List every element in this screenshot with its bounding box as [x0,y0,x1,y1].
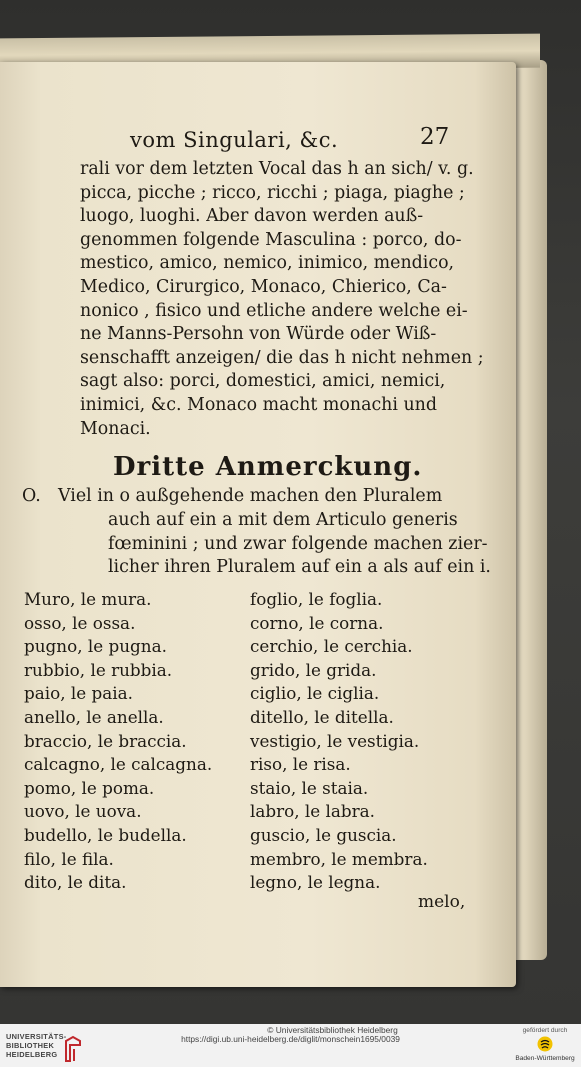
word-pair: labro, le labra. [250,801,376,822]
text-line: picca, picche ; ricco, ricchi ; piaga, piaghe ; [80,182,465,203]
word-pair: paio, le paia. [24,683,133,704]
text-line: Medico, Cirurgico, Monaco, Chierico, Ca- [80,276,447,297]
note-mark: O. [22,486,41,506]
word-pair: uovo, le uova. [24,801,142,822]
note-line: auch auf ein a mit dem Articulo generis [108,509,458,530]
text-line: luogo, luoghi. Aber davon werden auß- [80,206,424,227]
text-line: Monaci. [80,418,151,439]
copyright-text: © Universitätsbibliothek Heidelberg [267,1025,398,1035]
source-url-link[interactable]: https://digi.ub.uni-heidelberg.de/diglit/monschein1695/0039 [181,1034,400,1044]
note-line: fœminini ; und zwar folgende machen zier- [108,533,488,554]
word-pair: vestigio, le vestigia. [250,730,420,751]
word-pair: grido, le grida. [250,659,377,680]
text-line: inimici, &c. Monaco macht monachi und [80,394,438,415]
note-line: licher ihren Pluralem auf ein a als auf ein i. [108,557,491,578]
catchword: melo, [418,892,466,912]
word-pair: staio, le staia. [250,777,369,798]
word-pair: riso, le risa. [250,754,351,775]
state-badge-icon [537,1036,553,1052]
word-pair: Muro, le mura. [24,589,152,609]
word-pair: rubbio, le rubbia. [24,659,173,680]
word-pair: calcagno, le calcagna. [24,754,213,775]
logo-text-line: HEIDELBERG [6,1050,58,1059]
word-pair: dito, le dita. [24,872,127,893]
word-pair: pomo, le poma. [24,777,155,798]
sponsor-label: gefördert durch [522,1027,568,1034]
word-pair: foglio, le foglia. [250,589,383,609]
running-head: vom Singulari, &c. [130,128,339,152]
sponsor-block[interactable] [515,1027,575,1062]
section-heading: Dritte Anmerckung. [113,452,423,482]
text-line: sagt also: porci, domestici, amici, nemici, [80,371,446,392]
word-pair: guscio, le guscia. [250,824,397,845]
word-pair: braccio, le braccia. [24,730,187,751]
copyright-block [0,1025,581,1045]
logo-text-line: BIBLIOTHEK [6,1041,55,1050]
word-pair: pugno, le pugna. [24,636,167,657]
word-pair: cerchio, le cerchia. [250,636,413,657]
text-line: genommen folgende Masculina : porco, do- [80,229,462,250]
word-pair: legno, le legna. [250,872,381,893]
word-pair: ciglio, le ciglia. [250,683,380,704]
word-pair: filo, le fila. [24,848,114,869]
sponsor-name: Baden-Württemberg [515,1055,575,1062]
word-list-left [24,588,212,895]
text-line: ne Manns-Persohn von Würde oder Wiß- [80,324,437,345]
note-line: Viel in o außgehende machen den Pluralem [58,486,443,506]
text-line: rali vor dem letzten Vocal das h an sich/ v. g. [80,159,474,179]
word-pair: ditello, le ditella. [250,706,394,727]
word-pair: anello, le anella. [24,706,164,727]
word-list-right [250,588,428,895]
text-line: senschafft anzeigen/ die das h nicht nehmen ; [80,347,484,368]
page-number: 27 [420,124,450,150]
text-line: nonico , fisico und etliche andere welche ei- [80,300,468,321]
text-line: mestico, amico, nemico, inimico, mendico, [80,253,455,274]
word-pair: budello, le budella. [24,824,187,845]
logo-text-line: UNIVERSITÄTS- [6,1032,67,1041]
word-pair: osso, le ossa. [24,612,136,633]
paragraph [80,158,490,441]
word-pair: corno, le corna. [250,612,384,633]
word-pair: membro, le membra. [250,848,428,869]
footer-bar [0,1024,581,1067]
